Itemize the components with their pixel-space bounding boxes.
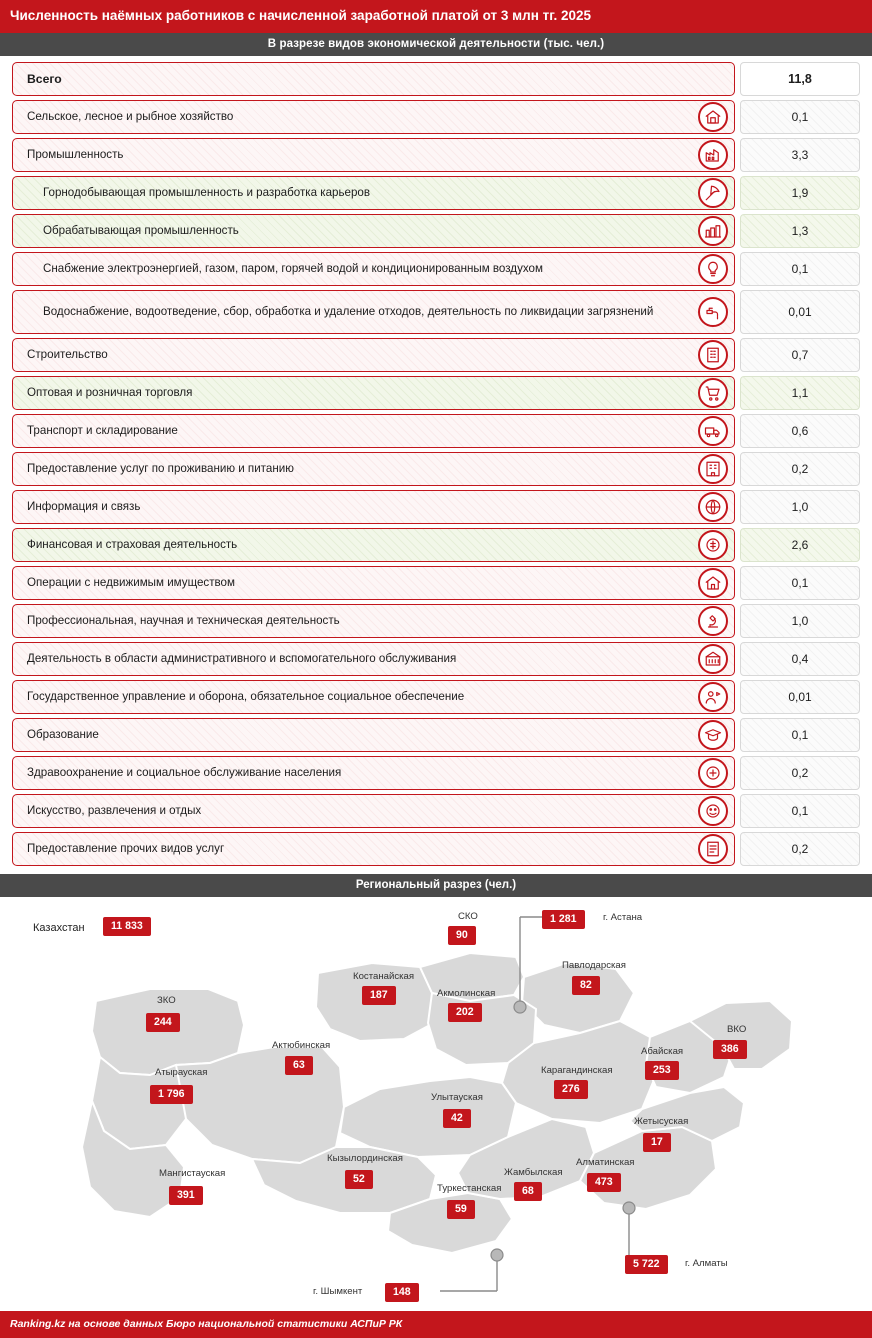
map-shape	[0, 897, 872, 1327]
row-value: 0,1	[740, 794, 860, 828]
region-value: 42	[443, 1109, 471, 1128]
region-label: Абайская	[641, 1045, 684, 1057]
row-value: 2,6	[740, 528, 860, 562]
region-label: Туркестанская	[437, 1182, 502, 1194]
table-row	[12, 642, 860, 676]
region-label: Карагандинская	[541, 1064, 613, 1076]
row-value: 0,7	[740, 338, 860, 372]
row-value: 1,0	[740, 490, 860, 524]
row-label: Информация и связь	[27, 499, 141, 513]
row-label-cell	[12, 490, 735, 524]
table-row	[12, 176, 860, 210]
farm-icon	[698, 102, 728, 132]
row-value: 0,2	[740, 756, 860, 790]
row-label-cell	[12, 414, 735, 448]
row-value: 0,01	[740, 680, 860, 714]
truck-icon	[698, 416, 728, 446]
table-row	[12, 252, 860, 286]
region-value: 473	[587, 1173, 621, 1192]
row-label: Водоснабжение, водоотведение, сбор, обработка и удаление отходов, деятельность по ликвидации загрязнений	[43, 304, 654, 318]
row-value: 1,1	[740, 376, 860, 410]
region-value: 148	[385, 1283, 419, 1302]
row-label-cell	[12, 214, 735, 248]
region-value: 52	[345, 1170, 373, 1189]
region-label: СКО	[458, 910, 478, 922]
row-label: Финансовая и страховая деятельность	[27, 537, 238, 551]
region-value: 187	[362, 986, 396, 1005]
kazakhstan-map	[0, 897, 872, 1327]
row-label: Операции с недвижимым имуществом	[27, 575, 235, 589]
row-value: 0,6	[740, 414, 860, 448]
table-row	[12, 832, 860, 866]
region-value: 17	[643, 1133, 671, 1152]
art-icon	[698, 796, 728, 826]
row-value: 1,0	[740, 604, 860, 638]
region-label: Актюбинская	[272, 1039, 331, 1051]
row-label: Обрабатывающая промышленность	[43, 223, 239, 237]
source-footer: Ranking.kz на основе данных Бюро национальной статистики АСПиР РК	[0, 1311, 872, 1338]
table-row	[12, 604, 860, 638]
table-row	[12, 566, 860, 600]
row-label-cell	[12, 718, 735, 752]
row-label-cell	[12, 756, 735, 790]
country-value: 11 833	[103, 917, 151, 936]
row-value: 0,1	[740, 252, 860, 286]
table-row	[12, 214, 860, 248]
row-label: Оптовая и розничная торговля	[27, 385, 193, 399]
admin-icon	[698, 644, 728, 674]
row-label-cell	[12, 794, 735, 828]
row-label-cell	[12, 376, 735, 410]
row-value: 0,2	[740, 832, 860, 866]
table-row	[12, 528, 860, 562]
region-label: ЗКО	[157, 994, 176, 1006]
row-label: Транспорт и складирование	[27, 423, 178, 437]
table-row	[12, 376, 860, 410]
region-value: 68	[514, 1182, 542, 1201]
plant-icon	[698, 216, 728, 246]
gov-icon	[698, 682, 728, 712]
building-icon	[698, 340, 728, 370]
map-section-title: Региональный разрез (чел.)	[0, 874, 872, 897]
microscope-icon	[698, 606, 728, 636]
row-label-cell	[12, 642, 735, 676]
row-value: 3,3	[740, 138, 860, 172]
region-value: 1 796	[150, 1085, 193, 1104]
finance-icon	[698, 530, 728, 560]
table-row	[12, 414, 860, 448]
page-title: Численность наёмных работников с начисленной заработной платой от 3 млн тг. 2025	[0, 0, 872, 33]
row-label-cell	[12, 566, 735, 600]
row-label-cell	[12, 338, 735, 372]
row-label-cell	[12, 452, 735, 486]
row-label: Искусство, развлечения и отдых	[27, 803, 202, 817]
table-row	[12, 490, 860, 524]
table-row	[12, 62, 860, 96]
network-icon	[698, 492, 728, 522]
bulb-icon	[698, 254, 728, 284]
region-value: 5 722	[625, 1255, 668, 1274]
region-value: 63	[285, 1056, 313, 1075]
services-icon	[698, 834, 728, 864]
region-value: 244	[146, 1013, 180, 1032]
tap-icon	[698, 297, 728, 327]
row-label: Строительство	[27, 347, 108, 361]
row-label-cell	[12, 62, 735, 96]
region-label: Павлодарская	[562, 959, 626, 971]
region-label: Костанайская	[353, 970, 415, 982]
table-row	[12, 452, 860, 486]
region-label: Алматинская	[576, 1156, 635, 1168]
graduation-icon	[698, 720, 728, 750]
row-label: Деятельность в области административного и вспомогательного обслуживания	[27, 651, 457, 665]
activity-table	[0, 56, 872, 874]
cart-icon	[698, 378, 728, 408]
row-label: Государственное управление и оборона, обязательное социальное обеспечение	[27, 689, 465, 703]
region-label: г. Алматы	[685, 1257, 728, 1269]
region-label: ВКО	[727, 1023, 747, 1035]
row-label: Снабжение электроэнергией, газом, паром, горячей водой и кондиционированным воздухом	[43, 261, 543, 275]
table-row	[12, 338, 860, 372]
row-value: 1,3	[740, 214, 860, 248]
row-label-cell	[12, 832, 735, 866]
table-row	[12, 680, 860, 714]
row-label: Профессиональная, научная и техническая деятельность	[27, 613, 340, 627]
health-icon	[698, 758, 728, 788]
row-label-cell	[12, 138, 735, 172]
table-row	[12, 794, 860, 828]
table-row	[12, 100, 860, 134]
row-value: 0,1	[740, 718, 860, 752]
region-value: 202	[448, 1003, 482, 1022]
row-label: Предоставление услуг по проживанию и питанию	[27, 461, 294, 475]
row-label: Горнодобывающая промышленность и разработка карьеров	[43, 185, 371, 199]
region-value: 386	[713, 1040, 747, 1059]
region-label: Кызылординская	[327, 1152, 403, 1164]
row-label-cell	[12, 528, 735, 562]
region-label: Мангистауская	[159, 1167, 226, 1179]
row-label: Здравоохранение и социальное обслуживание населения	[27, 765, 342, 779]
factory-icon	[698, 140, 728, 170]
region-label: Жамбылская	[504, 1166, 563, 1178]
region-label: Улытауская	[431, 1091, 483, 1103]
row-value: 0,01	[740, 290, 860, 334]
row-label-cell	[12, 100, 735, 134]
hotel-icon	[698, 454, 728, 484]
row-label: Всего	[27, 71, 62, 86]
region-value: 59	[447, 1200, 475, 1219]
region-label: Жетысуская	[634, 1115, 689, 1127]
row-label: Промышленность	[27, 147, 124, 161]
row-label-cell	[12, 290, 735, 334]
region-value: 90	[448, 926, 476, 945]
section-subtitle: В разрезе видов экономической деятельности (тыс. чел.)	[0, 33, 872, 56]
house-icon	[698, 568, 728, 598]
table-row	[12, 756, 860, 790]
row-label-cell	[12, 680, 735, 714]
region-value: 82	[572, 976, 600, 995]
region-value: 253	[645, 1061, 679, 1080]
row-value: 0,1	[740, 566, 860, 600]
region-label: Акмолинская	[437, 987, 496, 999]
region-value: 391	[169, 1186, 203, 1205]
region-label: г. Астана	[603, 911, 643, 923]
region-label: г. Шымкент	[313, 1285, 363, 1297]
table-row	[12, 290, 860, 334]
row-value: 11,8	[740, 62, 860, 96]
row-value: 0,4	[740, 642, 860, 676]
row-label: Образование	[27, 727, 99, 741]
region-value: 276	[554, 1080, 588, 1099]
row-label-cell	[12, 176, 735, 210]
region-label: Атырауская	[155, 1066, 208, 1078]
row-label: Предоставление прочих видов услуг	[27, 841, 225, 855]
row-value: 0,2	[740, 452, 860, 486]
row-label: Сельское, лесное и рыбное хозяйство	[27, 109, 234, 123]
table-row	[12, 718, 860, 752]
mining-icon	[698, 178, 728, 208]
region-value: 1 281	[542, 910, 585, 929]
row-value: 1,9	[740, 176, 860, 210]
table-row	[12, 138, 860, 172]
row-label-cell	[12, 252, 735, 286]
row-label-cell	[12, 604, 735, 638]
country-label: Казахстан	[33, 921, 85, 934]
row-value: 0,1	[740, 100, 860, 134]
